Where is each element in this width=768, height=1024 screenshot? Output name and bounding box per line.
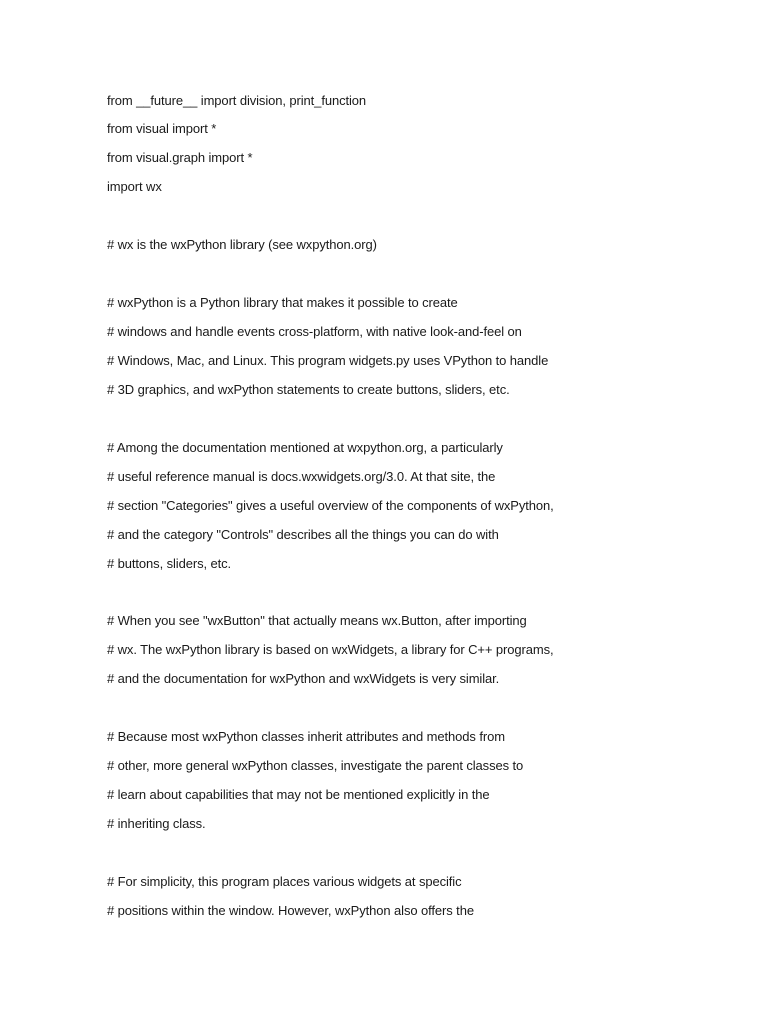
- comment-line: # Windows, Mac, and Linux. This program widgets.py uses VPython to handle: [107, 353, 549, 368]
- comment-line: # learn about capabilities that may not be mentioned explicitly in the: [107, 787, 490, 802]
- comment-line: # Because most wxPython classes inherit attributes and methods from: [107, 729, 505, 744]
- comment-line: # wxPython is a Python library that makes it possible to create: [107, 295, 458, 310]
- code-line: from __future__ import division, print_function: [107, 93, 367, 108]
- comment-line: # and the documentation for wxPython and wxWidgets is very similar.: [107, 671, 500, 686]
- comment-line: # wx is the wxPython library (see wxpython.org): [107, 237, 377, 252]
- comment-line: # inheriting class.: [107, 816, 206, 831]
- comment-line: # and the category "Controls" describes all the things you can do with: [107, 527, 499, 542]
- comment-line: # section "Categories" gives a useful overview of the components of wxPython,: [107, 498, 554, 513]
- comment-line: # When you see "wxButton" that actually means wx.Button, after importing: [107, 613, 527, 628]
- comment-line: # For simplicity, this program places various widgets at specific: [107, 874, 462, 889]
- comment-line: # other, more general wxPython classes, investigate the parent classes to: [107, 758, 524, 773]
- comment-line: # buttons, sliders, etc.: [107, 556, 232, 571]
- comment-line: # Among the documentation mentioned at wxpython.org, a particularly: [107, 440, 503, 455]
- comment-line: # 3D graphics, and wxPython statements to create buttons, sliders, etc.: [107, 382, 510, 397]
- code-line: from visual import *: [107, 121, 217, 136]
- code-line: import wx: [107, 179, 162, 194]
- comment-line: # useful reference manual is docs.wxwidgets.org/3.0. At that site, the: [107, 469, 496, 484]
- comment-line: # positions within the window. However, wxPython also offers the: [107, 903, 474, 918]
- comment-line: # windows and handle events cross-platform, with native look-and-feel on: [107, 324, 522, 339]
- comment-line: # wx. The wxPython library is based on wxWidgets, a library for C++ programs,: [107, 642, 554, 657]
- code-line: from visual.graph import *: [107, 150, 253, 165]
